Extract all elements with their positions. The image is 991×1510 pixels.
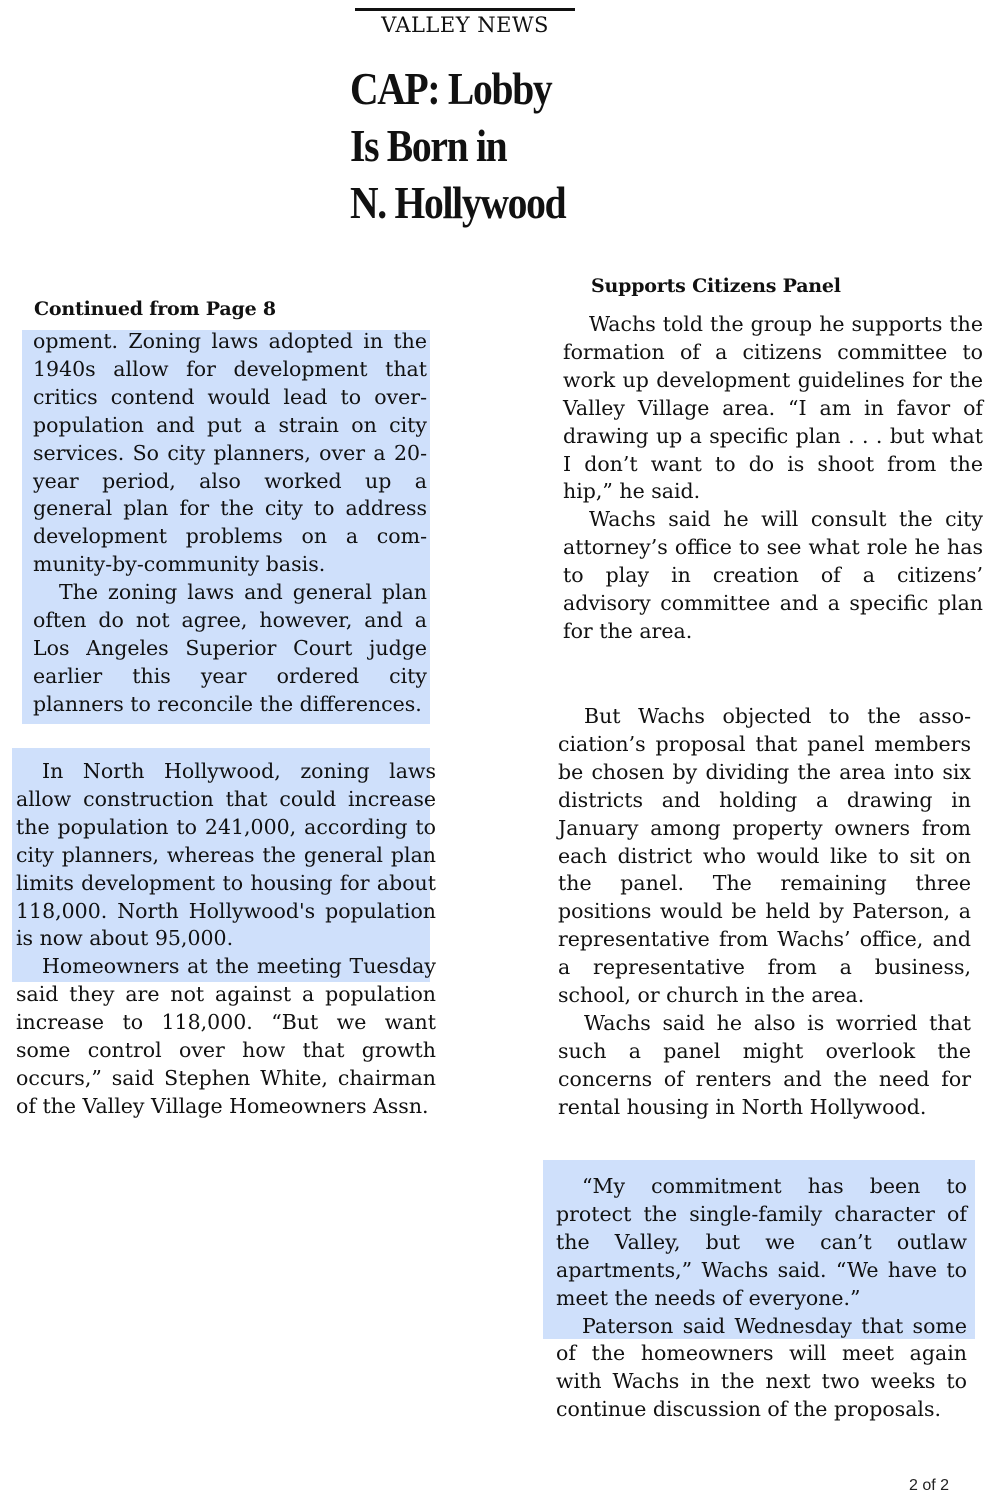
- paragraph-homeowners: Homeowners at the meeting Tuesday said they are not against a population increase to 118,000. “But we want some control over how that growth occurs,” said Stephen White, chairman of the Valley Village Homeowners Assn.: [16, 954, 436, 1118]
- right-column-block-2: [558, 703, 971, 1122]
- paragraph-commitment-quote: “My commitment has been to protect the single-family character of the Valley, but we can’t outlaw apartments,” Wachs said. “We have to meet the needs of everyone.”: [556, 1174, 967, 1310]
- headline-line-3: N. Hollywood: [350, 177, 566, 228]
- paragraph-wachs-consult: Wachs said he will consult the city attorney’s office to see what role he has to play in creation of a citizens’ advisory committee and a specific plan for the area.: [563, 507, 983, 643]
- paragraph-paterson: Paterson said Wednesday that some of the homeowners will meet again with Wachs in the next two weeks to continue discussion of the proposals.: [556, 1313, 967, 1422]
- paragraph-zoning-laws: opment. Zoning laws adopted in the 1940s allow for development that critics contend would lead to overpopulation and put a strain on city services. So city planners, over a 20-year period, also worked up a general plan for the city to address development problems on a community-by-community basis.: [33, 329, 427, 577]
- paragraph-general-plan: The zoning laws and general plan often do not agree, however, and a Los Angeles Superior Court judge earlier this year ordered city planners to reconcile the differences.: [33, 580, 427, 716]
- right-column-block-3: [556, 1173, 967, 1424]
- subhead-supports-citizens-panel: Supports Citizens Panel: [591, 275, 841, 297]
- masthead-rule: [355, 8, 575, 11]
- paragraph-north-hollywood: In North Hollywood, zoning laws allow construction that could increase the population to 241,000, according to city planners, whereas the general plan limits development to housing for about 118,000. North Hollywood's population is now about 95,000.: [16, 759, 436, 951]
- paragraph-wachs-worried: Wachs said he also is worried that such a panel might overlook the concerns of renters and the need for rental housing in North Hollywood.: [558, 1010, 971, 1119]
- headline-line-2: Is Born in: [350, 120, 507, 171]
- paragraph-wachs-supports: Wachs told the group he supports the formation of a citizens committee to work up development guidelines for the Valley Village area. “I am in favor of drawing up a specific plan . . . but what I don’t want to do is shoot from the hip,” he said.: [563, 312, 983, 504]
- right-column-block-1: [563, 311, 983, 646]
- continued-from-label: Continued from Page 8: [34, 298, 276, 320]
- left-column-block-1: [33, 328, 427, 719]
- page-number: 2 of 2: [908, 1477, 949, 1494]
- headline: [350, 60, 608, 231]
- section-name: VALLEY NEWS: [381, 13, 549, 37]
- headline-line-1: CAP: Lobby: [350, 63, 552, 114]
- paragraph-wachs-objected: But Wachs objected to the association’s proposal that panel members be chosen by dividing the area into six districts and holding a drawing in January among property owners from each district who would like to sit on the panel. The remaining three positions would be held by Paterson, a representative from Wachs’ office, and a representative from a business, school, or church in the area.: [558, 704, 971, 1008]
- left-column-block-2: [16, 758, 436, 1121]
